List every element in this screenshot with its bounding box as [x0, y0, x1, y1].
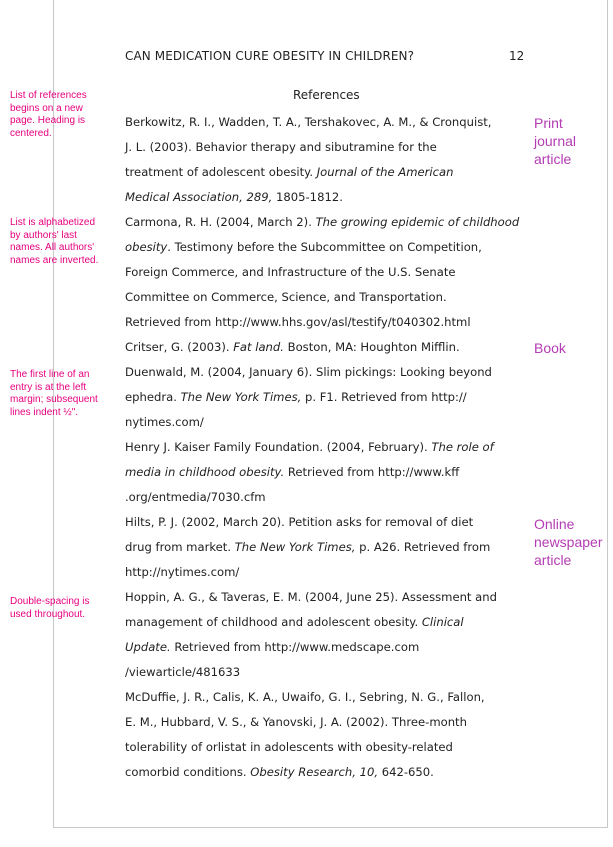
margin-note-line: names. All authors' [10, 242, 95, 253]
margin-note-alphabetized [10, 217, 100, 267]
reference-text: treatment of adolescent obesity. [125, 165, 317, 179]
reference-line [125, 410, 530, 435]
reference-text: /viewarticle/481633 [125, 665, 241, 679]
reference-text: p. F1. Retrieved from http:// [301, 390, 467, 404]
reference-text: comorbid conditions. [125, 765, 251, 779]
type-label-line: Book [534, 340, 566, 356]
reference-entry [125, 510, 530, 585]
reference-text: Carmona, R. H. (2004, March 2). [125, 215, 316, 229]
margin-note-line: lines indent ½". [10, 406, 79, 418]
reference-line [125, 210, 530, 235]
reference-line [125, 510, 530, 535]
reference-entry [125, 335, 530, 360]
margin-note-line: names are inverted. [10, 254, 99, 266]
reference-text: Committee on Commerce, Science, and Transportation. [125, 290, 447, 304]
type-label-line: Online [534, 516, 575, 532]
margin-note-line: used throughout. [10, 608, 86, 620]
type-label-line: journal [534, 133, 577, 149]
reference-line [125, 685, 530, 710]
reference-text: McDuffie, J. R., Calis, K. A., Uwaifo, G. I., Sebring, N. G., Fallon, [125, 690, 485, 704]
italic-text: Fat land. [233, 340, 284, 354]
label-online-newspaper-article [534, 515, 603, 569]
reference-line [125, 660, 530, 685]
reference-line [125, 635, 530, 660]
reference-line [125, 760, 530, 785]
reference-line [125, 135, 530, 160]
reference-text: Retrieved from http://www.medscape.com [170, 640, 420, 654]
reference-line [125, 285, 530, 310]
italic-text: Update. [125, 640, 171, 654]
reference-line [125, 235, 530, 260]
margin-note-line: The first line of an [10, 369, 90, 380]
reference-text: p. A26. Retrieved from [355, 540, 491, 554]
margin-note-double-spacing [10, 596, 100, 621]
reference-text: ephedra. [125, 390, 181, 404]
reference-entry [125, 210, 530, 335]
reference-entry [125, 360, 530, 435]
reference-line [125, 335, 530, 360]
reference-line [125, 435, 530, 460]
reference-text: Duenwald, M. (2004, January 6). Slim pickings: Looking beyond [125, 365, 492, 379]
italic-text: Medical Association, 289, [125, 190, 273, 204]
margin-note-line: by authors' last [10, 229, 77, 241]
margin-note-line: centered. [10, 127, 52, 139]
reference-line [125, 485, 530, 510]
margin-note-line: Double-spacing is [10, 596, 90, 607]
reference-line [125, 585, 530, 610]
reference-text: Foreign Commerce, and Infrastructure of the U.S. Senate [125, 265, 456, 279]
reference-text: .org/entmedia/7030.cfm [125, 490, 266, 504]
reference-line [125, 260, 530, 285]
reference-text: E. M., Hubbard, V. S., & Yanovski, J. A. (2002). Three-month [125, 715, 467, 729]
page-number: 12 [509, 49, 525, 63]
reference-text: drug from market. [125, 540, 235, 554]
reference-text: . Testimony before the Subcommittee on Competition, [167, 240, 482, 254]
reference-text: Henry J. Kaiser Family Foundation. (2004, February). [125, 440, 432, 454]
reference-line [125, 310, 530, 335]
reference-entry [125, 110, 530, 210]
reference-text: Retrieved from http://www.kff [284, 465, 460, 479]
reference-entry [125, 585, 530, 685]
reference-line [125, 385, 530, 410]
reference-list [125, 110, 530, 785]
margin-note-line: List is alphabetized [10, 217, 96, 228]
margin-note-line: begins on a new [10, 102, 83, 114]
italic-text: Clinical [421, 615, 464, 629]
reference-text: management of childhood and adolescent obesity. [125, 615, 422, 629]
margin-note-new-page [10, 90, 100, 140]
reference-text: J. L. (2003). Behavior therapy and sibutramine for the [125, 140, 437, 154]
margin-note-line: margin; subsequent [10, 394, 98, 405]
type-label-line: article [534, 151, 572, 167]
reference-line [125, 110, 530, 135]
references-heading: References [293, 88, 360, 102]
reference-entry [125, 435, 530, 510]
reference-text: 642-650. [378, 765, 434, 779]
reference-line [125, 460, 530, 485]
italic-text: Obesity Research, 10, [250, 765, 379, 779]
running-head: CAN MEDICATION CURE OBESITY IN CHILDREN? [125, 49, 415, 63]
type-label-line: Print [534, 115, 563, 131]
reference-line [125, 735, 530, 760]
italic-text: obesity [125, 240, 168, 254]
reference-line [125, 610, 530, 635]
reference-text: Berkowitz, R. I., Wadden, T. A., Tershakovec, A. M., & Cronquist, [125, 115, 492, 129]
italic-text: Journal of the American [316, 165, 454, 179]
reference-text: Boston, MA: Houghton Mifflin. [283, 340, 460, 354]
reference-text: Hoppin, A. G., & Taveras, E. M. (2004, June 25). Assessment and [125, 590, 497, 604]
margin-note-line: entry is at the left [10, 381, 87, 393]
reference-line [125, 360, 530, 385]
reference-line [125, 560, 530, 585]
italic-text: The role of [431, 440, 494, 454]
reference-text: Retrieved from http://www.hhs.gov/asl/testify/t040302.html [125, 315, 471, 329]
label-book [534, 339, 566, 357]
reference-line [125, 160, 530, 185]
italic-text: The New York Times, [234, 540, 356, 554]
reference-line [125, 185, 530, 210]
label-print-journal-article [534, 114, 576, 168]
reference-text: Critser, G. (2003). [125, 340, 234, 354]
margin-note-line: page. Heading is [10, 115, 86, 126]
reference-line [125, 535, 530, 560]
italic-text: The New York Times, [180, 390, 302, 404]
reference-entry [125, 685, 530, 785]
reference-text: Hilts, P. J. (2002, March 20). Petition asks for removal of diet [125, 515, 474, 529]
margin-note-line: List of references [10, 90, 87, 101]
type-label-line: article [534, 552, 572, 568]
italic-text: media in childhood obesity. [125, 465, 285, 479]
reference-text: nytimes.com/ [125, 415, 204, 429]
reference-text: http://nytimes.com/ [125, 565, 240, 579]
margin-note-indent [10, 369, 100, 419]
reference-text: 1805-1812. [272, 190, 343, 204]
italic-text: The growing epidemic of childhood [315, 215, 520, 229]
reference-line [125, 710, 530, 735]
type-label-line: newspaper [534, 534, 603, 550]
reference-text: tolerability of orlistat in adolescents with obesity-related [125, 740, 453, 754]
